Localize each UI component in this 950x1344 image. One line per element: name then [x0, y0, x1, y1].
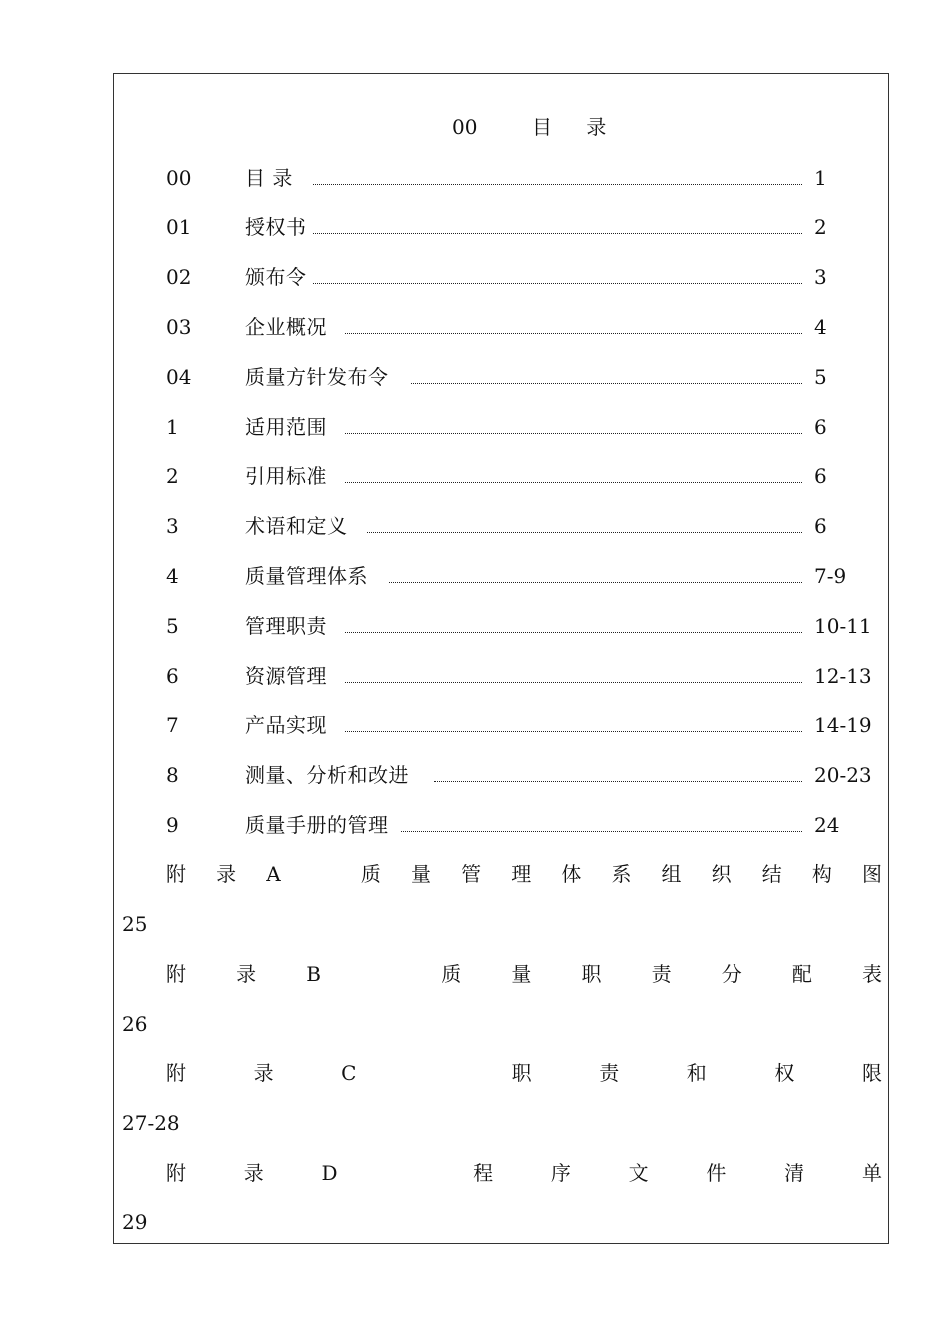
appendix-title-char: 权: [774, 1061, 795, 1085]
appendix-page-number: 25: [122, 912, 148, 936]
appendix-title-char: 量: [511, 962, 532, 986]
appendix-title-char: 系: [611, 862, 632, 886]
appendix-title-char: 分: [721, 962, 742, 986]
appendix-entry[interactable]: [166, 859, 882, 889]
toc-entry-page: 14-19: [814, 713, 872, 737]
toc-entry-number: 6: [166, 664, 179, 688]
appendix-title-char: 和: [686, 1061, 707, 1085]
toc-dot-leader: [345, 333, 802, 334]
toc-entry[interactable]: [0, 362, 950, 392]
toc-dot-leader: [345, 731, 802, 732]
toc-entry-label: 术语和定义: [245, 514, 348, 538]
toc-entry-number: 04: [166, 365, 192, 389]
appendix-title-char: 件: [706, 1161, 727, 1185]
appendix-prefix-char: D: [321, 1161, 338, 1185]
toc-entry-page: 4: [814, 315, 827, 339]
toc-entry-label: 质量手册的管理: [245, 813, 389, 837]
appendix-title-char: 职: [511, 1061, 532, 1085]
appendix-title-char: 程: [473, 1161, 494, 1185]
appendix-title-char: 织: [711, 862, 732, 886]
appendix-page-number: 29: [122, 1210, 148, 1234]
toc-entry-label: 企业概况: [245, 315, 327, 339]
toc-entry-label: 质量方针发布令: [245, 365, 389, 389]
toc-dot-leader: [345, 682, 802, 683]
toc-entry[interactable]: [0, 561, 950, 591]
toc-dot-leader: [345, 632, 802, 633]
toc-entry-number: 02: [166, 265, 192, 289]
appendix-entry[interactable]: [166, 1158, 882, 1188]
toc-entry-number: 5: [166, 614, 179, 638]
toc-entry[interactable]: [0, 412, 950, 442]
toc-dot-leader: [313, 184, 802, 185]
toc-entry-label: 产品实现: [245, 713, 327, 737]
toc-entry-number: 9: [166, 813, 179, 837]
toc-entry-page: 2: [814, 215, 827, 239]
appendix-prefix-char: 附: [166, 962, 186, 986]
toc-entry-number: 4: [166, 564, 179, 588]
toc-entry-page: 6: [814, 415, 827, 439]
toc-dot-leader: [345, 482, 802, 483]
appendix-title-char: 理: [511, 862, 532, 886]
toc-entry-page: 6: [814, 514, 827, 538]
appendix-title-char: 清: [784, 1161, 805, 1185]
toc-dot-leader: [313, 233, 802, 234]
toc-entry-page: 7-9: [814, 564, 847, 588]
toc-entry-number: 1: [166, 415, 179, 439]
appendix-title-char: 组: [661, 862, 682, 886]
appendix-prefix-char: 录: [216, 862, 237, 886]
appendix-title-char: 责: [599, 1061, 620, 1085]
appendix-title-char: 结: [761, 862, 782, 886]
appendix-title-char: 管: [461, 862, 482, 886]
toc-entry-label: 引用标准: [245, 464, 327, 488]
toc-dot-leader: [434, 781, 802, 782]
appendix-title-char: 构: [811, 862, 832, 886]
toc-entry-page: 12-13: [814, 664, 872, 688]
toc-entry[interactable]: [0, 212, 950, 242]
toc-entry-label: 质量管理体系: [245, 564, 368, 588]
appendix-title-char: 文: [628, 1161, 649, 1185]
toc-entry-page: 10-11: [814, 614, 872, 638]
toc-entry-label: 授权书: [245, 215, 307, 239]
toc-entry-number: 7: [166, 713, 179, 737]
toc-entry[interactable]: [0, 661, 950, 691]
toc-entry[interactable]: [0, 611, 950, 641]
appendix-prefix-char: 附: [166, 1161, 186, 1185]
toc-entry[interactable]: [0, 262, 950, 292]
appendix-page-number: 27-28: [122, 1111, 180, 1135]
toc-entry-number: 00: [166, 166, 192, 190]
appendix-title-char: 体: [561, 862, 582, 886]
appendix-title-char: 质: [360, 862, 381, 886]
toc-entry-label: 管理职责: [245, 614, 327, 638]
toc-entry[interactable]: [0, 511, 950, 541]
appendix-title-char: 质: [441, 962, 462, 986]
appendix-prefix-char: B: [306, 962, 321, 986]
toc-entry-page: 1: [814, 166, 827, 190]
toc-entry-number: 2: [166, 464, 179, 488]
toc-entry-label: 目 录: [245, 166, 293, 190]
appendix-gap: [424, 1058, 444, 1088]
toc-dot-leader: [345, 433, 802, 434]
toc-entry-label: 测量、分析和改进: [245, 763, 409, 787]
toc-dot-leader: [313, 283, 802, 284]
appendix-title-char: 表: [861, 962, 882, 986]
appendix-page-number: 26: [122, 1012, 148, 1036]
appendix-entry[interactable]: [166, 1058, 882, 1088]
toc-entry[interactable]: [0, 760, 950, 790]
toc-entry[interactable]: [0, 312, 950, 342]
appendix-prefix-char: 录: [253, 1061, 274, 1085]
toc-entry-label: 资源管理: [245, 664, 327, 688]
appendix-title-char: 限: [861, 1061, 882, 1085]
toc-entry[interactable]: [0, 710, 950, 740]
toc-entry[interactable]: [0, 163, 950, 193]
toc-entry[interactable]: [0, 461, 950, 491]
toc-entry-label: 适用范围: [245, 415, 327, 439]
appendix-prefix-char: 附: [166, 862, 186, 886]
appendix-prefix-char: C: [341, 1061, 357, 1085]
toc-dot-leader: [401, 831, 802, 832]
appendix-gap: [311, 859, 331, 889]
toc-entry-number: 8: [166, 763, 179, 787]
toc-entry-number: 3: [166, 514, 179, 538]
toc-entry-page: 5: [814, 365, 827, 389]
toc-entry-page: 20-23: [814, 763, 872, 787]
appendix-gap: [371, 959, 391, 989]
toc-entry-number: 03: [166, 315, 192, 339]
title-number: 00: [452, 115, 478, 139]
appendix-gap: [395, 1158, 415, 1188]
appendix-title-char: 配: [791, 962, 812, 986]
toc-dot-leader: [411, 383, 802, 384]
appendix-prefix-char: A: [266, 862, 281, 886]
toc-entry[interactable]: [0, 810, 950, 840]
appendix-title-char: 职: [581, 962, 602, 986]
appendix-title-char: 量: [411, 862, 431, 886]
toc-entry-number: 01: [166, 215, 192, 239]
appendix-entry[interactable]: [166, 959, 882, 989]
toc-entry-label: 颁布令: [245, 265, 307, 289]
appendix-title-char: 图: [861, 862, 882, 886]
appendix-title-char: 单: [861, 1161, 882, 1185]
toc-dot-leader: [367, 532, 802, 533]
appendix-title-char: 序: [550, 1161, 571, 1185]
toc-entry-page: 24: [814, 813, 840, 837]
title-text: 目 录: [532, 115, 621, 139]
appendix-prefix-char: 录: [243, 1161, 264, 1185]
toc-dot-leader: [389, 582, 802, 583]
appendix-prefix-char: 录: [236, 962, 257, 986]
toc-entry-page: 3: [814, 265, 827, 289]
toc-entry-page: 6: [814, 464, 827, 488]
appendix-title-char: 责: [651, 962, 672, 986]
appendix-prefix-char: 附: [166, 1061, 186, 1085]
page-title: [0, 112, 950, 142]
